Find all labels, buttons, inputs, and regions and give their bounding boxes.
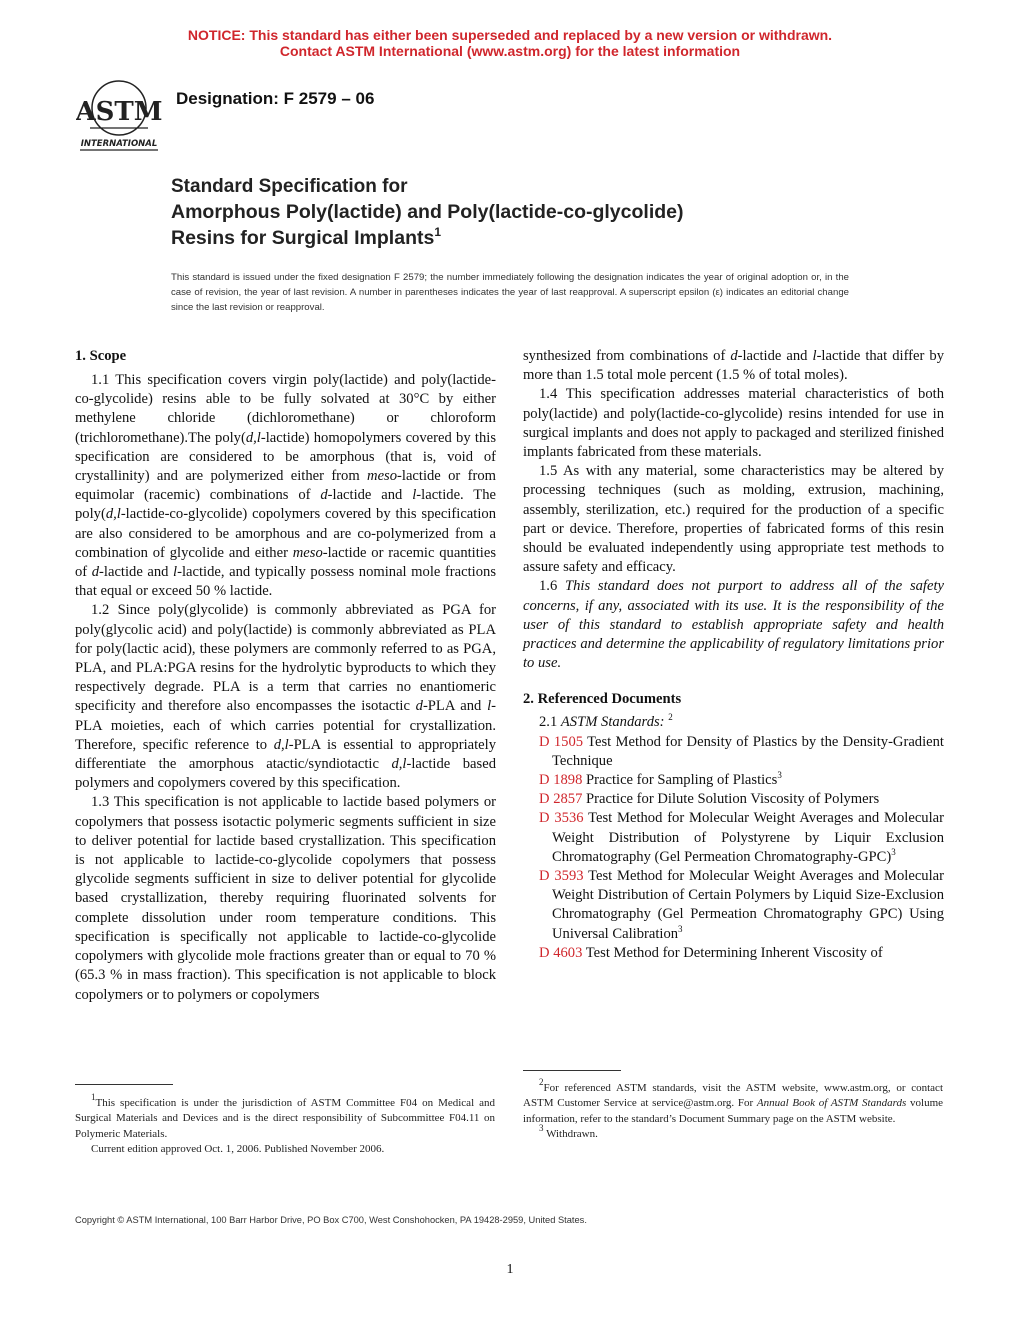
footnote-2: $^2$For referenced ASTM standards, visit the ASTM website, www.astm.org, or contact ASTM Customer Service at service@astm.org. For Annual Book of ASTM Standards volume information, refer to the standard’s Document Summary page on the ASTM website. <box>523 1077 944 1125</box>
title-footnote-mark: 1 <box>434 225 442 239</box>
para-1-3: 1.3 This specification is not applicable to lactide based polymers or copolymers that possess isotactic polymeric segments sufficient in size to deliver potential for lactide based crystallization. This specification is not applicable to lactide-co-glycolide copolymers that possess glycolide segments sufficient in size to deliver potential for glycolide based crystallization, thereby requiring fluorinated solvents for complete dissolution under room temperature conditions. This specification is specifically not applicable to lactide-co-glycolide copolymers with glycolide mole fractions greater than or equal to 70 % (65.3 % in mass fraction). This specification is not applicable to block copolymers or to polymers or copolymers <box>75 794 496 1003</box>
document-title <box>171 175 683 251</box>
para-1-6: 1.6 This standard does not purport to address all of the safety concerns, if any, associated with its use. It is the responsibility of the user of this standard to establish appropriate safety and health practices and determine the applicability of regulatory limitations prior to use. <box>523 578 944 672</box>
scope-heading: 1. Scope <box>75 348 127 364</box>
reference-link[interactable]: D 1505 <box>539 733 584 750</box>
reference-item: D 4603 Test Method for Determining Inherent Viscosity of <box>539 944 883 961</box>
para-1-3-continued: synthesized from combinations of d-lactide and l-lactide that differ by more than 1.5 total mole percent (1.5 % of total moles). <box>523 348 944 384</box>
referenced-documents-heading: 2. Referenced Documents <box>523 691 682 708</box>
notice-line-2: Contact ASTM International (www.astm.org) for the latest information <box>279 43 741 59</box>
reference-link[interactable]: D 4603 <box>539 944 583 961</box>
reference-item: D 1898 Practice for Sampling of Plastics$^3$ <box>539 770 782 789</box>
footnote-1-edition: Current edition approved Oct. 1, 2006. Published November 2006. <box>91 1142 385 1155</box>
logo-letters: ASTM <box>76 97 162 127</box>
footnote-3: $^3$ Withdrawn. <box>539 1122 598 1140</box>
title-line-3-text: Resins for Surgical Implants <box>171 227 435 249</box>
reference-link[interactable]: D 2857 <box>539 791 583 808</box>
footnote-1: $^1$This specification is under the jurisdiction of ASTM Committee F04 on Medical and Surgical Materials and Devices and is the direct responsibility of Subcommittee F04.11 on Polymeric Materials. <box>75 1092 495 1140</box>
reference-item: D 1505 Test Method for Density of Plastics by the Density-Gradient Technique <box>539 733 944 769</box>
para-1-5: 1.5 As with any material, some characteristics may be altered by processing techniques (such as molding, extrusion, machining, assembly, sterilization, etc.) required for the production of a specific part or device. Therefore, properties of fabricated forms of this resin should be evaluated independently using appropriate test methods to assure safety and efficacy. <box>523 463 944 576</box>
page-number: 1 <box>506 1262 514 1277</box>
designation: Designation: F 2579 – 06 <box>176 89 375 108</box>
title-line-1: Standard Specification for <box>171 176 408 197</box>
footnote-divider-left <box>75 1084 173 1085</box>
withdrawn-notice <box>0 27 1020 59</box>
astm-logo-icon <box>76 76 162 154</box>
footnotes-left <box>75 1092 495 1157</box>
footnotes-right <box>523 1077 944 1142</box>
para-1-2: 1.2 Since poly(glycolide) is commonly abbreviated as PGA for poly(glycolic acid) and poly(lactide) is commonly abbreviated as PLA for poly(lactic acid), these polymers are commonly referred to as PGA, PLA, and PLA:PGA resins for the hydrolytic byproducts to which they respectively degrade. PLA is a term that carries no enantiomeric specificity and therefore also encompasses the isotactic d-PLA and l-PLA moieties, each of which carries potential for crystallization. Therefore, specific reference to d,l-PLA is essential to appropriately differentiate the amorphous atactic/syndiotactic d,l-lactide based polymers and copolymers covered by this specification. <box>75 602 496 792</box>
reference-list <box>523 733 944 963</box>
right-column <box>523 347 944 963</box>
footnote-divider-right <box>523 1070 621 1071</box>
reference-item: D 3593 Test Method for Molecular Weight Averages and Molecular Weight Distribution of Certain Polymers by Liquid Size-Exclusion Chromatography (Gel Permeation Chromatography GPC) Using Universal Calibration$^3$ <box>539 868 944 942</box>
reference-item: D 3536 Test Method for Molecular Weight Averages and Molecular Weight Distribution of Polystyrene by Liquir Exclusion Chromatography (Gel Permeation Chromatography-GPC)$^3$ <box>539 810 944 865</box>
para-1-1: 1.1 This specification covers virgin poly(lactide) and poly(lactide-co-glycolide) resins able to be fully solvated at 30°C by either methylene chloride (dichloromethane) or chloroform (trichloromethane).The poly(d,l-lactide) homopolymers covered by this specification are considered to be amorphous (that is, void of crystallinity) and are polymerized either from meso-lactide or from equimolar (racemic) combinations of d-lactide and l-lactide. The poly(d,l-lactide-co-glycolide) copolymers covered by this specification are also considered to be amorphous and are co-polymerized from a combination of glycolide and either meso-lactide or racemic quantities of d-lactide and l-lactide, and typically possess nominal mole fractions that equal or exceed 50 % lactide. <box>75 372 497 600</box>
reference-link[interactable]: D 1898 <box>539 772 583 789</box>
reference-item: D 2857 Practice for Dilute Solution Viscosity of Polymers <box>539 791 880 808</box>
para-1-4: 1.4 This specification addresses material characteristics of both poly(lactide) and poly(lactide-co-glycolide) resins intended for use in surgical implants and does not apply to packaged and sterilized finished implants fabricated from these materials. <box>523 386 944 461</box>
title-line-2: Amorphous Poly(lactide) and Poly(lactide-co-glycolide) <box>171 201 684 223</box>
title-line-3 <box>171 225 683 251</box>
copyright-line: Copyright © ASTM International, 100 Barr Harbor Drive, PO Box C700, West Conshohocken, PA 19428-2959, United States. <box>75 1215 587 1225</box>
left-column <box>75 345 496 1005</box>
reference-link[interactable]: D 3593 <box>539 868 584 885</box>
issuance-statement: This standard is issued under the fixed designation F 2579; the number immediately following the designation indicates the year of original adoption or, in the case of revision, the year of last revision. A number in parentheses indicates the year of last reapproval. A superscript epsilon (ε) indicates an editorial change since the last revision or reapproval. <box>171 272 849 313</box>
notice-line-1: NOTICE: This standard has either been superseded and replaced by a new version or withdrawn. <box>187 27 833 43</box>
logo-subtitle: INTERNATIONAL <box>80 139 158 149</box>
astm-standards-label: 2.1 ASTM Standards: $^2$ <box>539 712 673 731</box>
reference-link[interactable]: D 3536 <box>539 810 584 827</box>
